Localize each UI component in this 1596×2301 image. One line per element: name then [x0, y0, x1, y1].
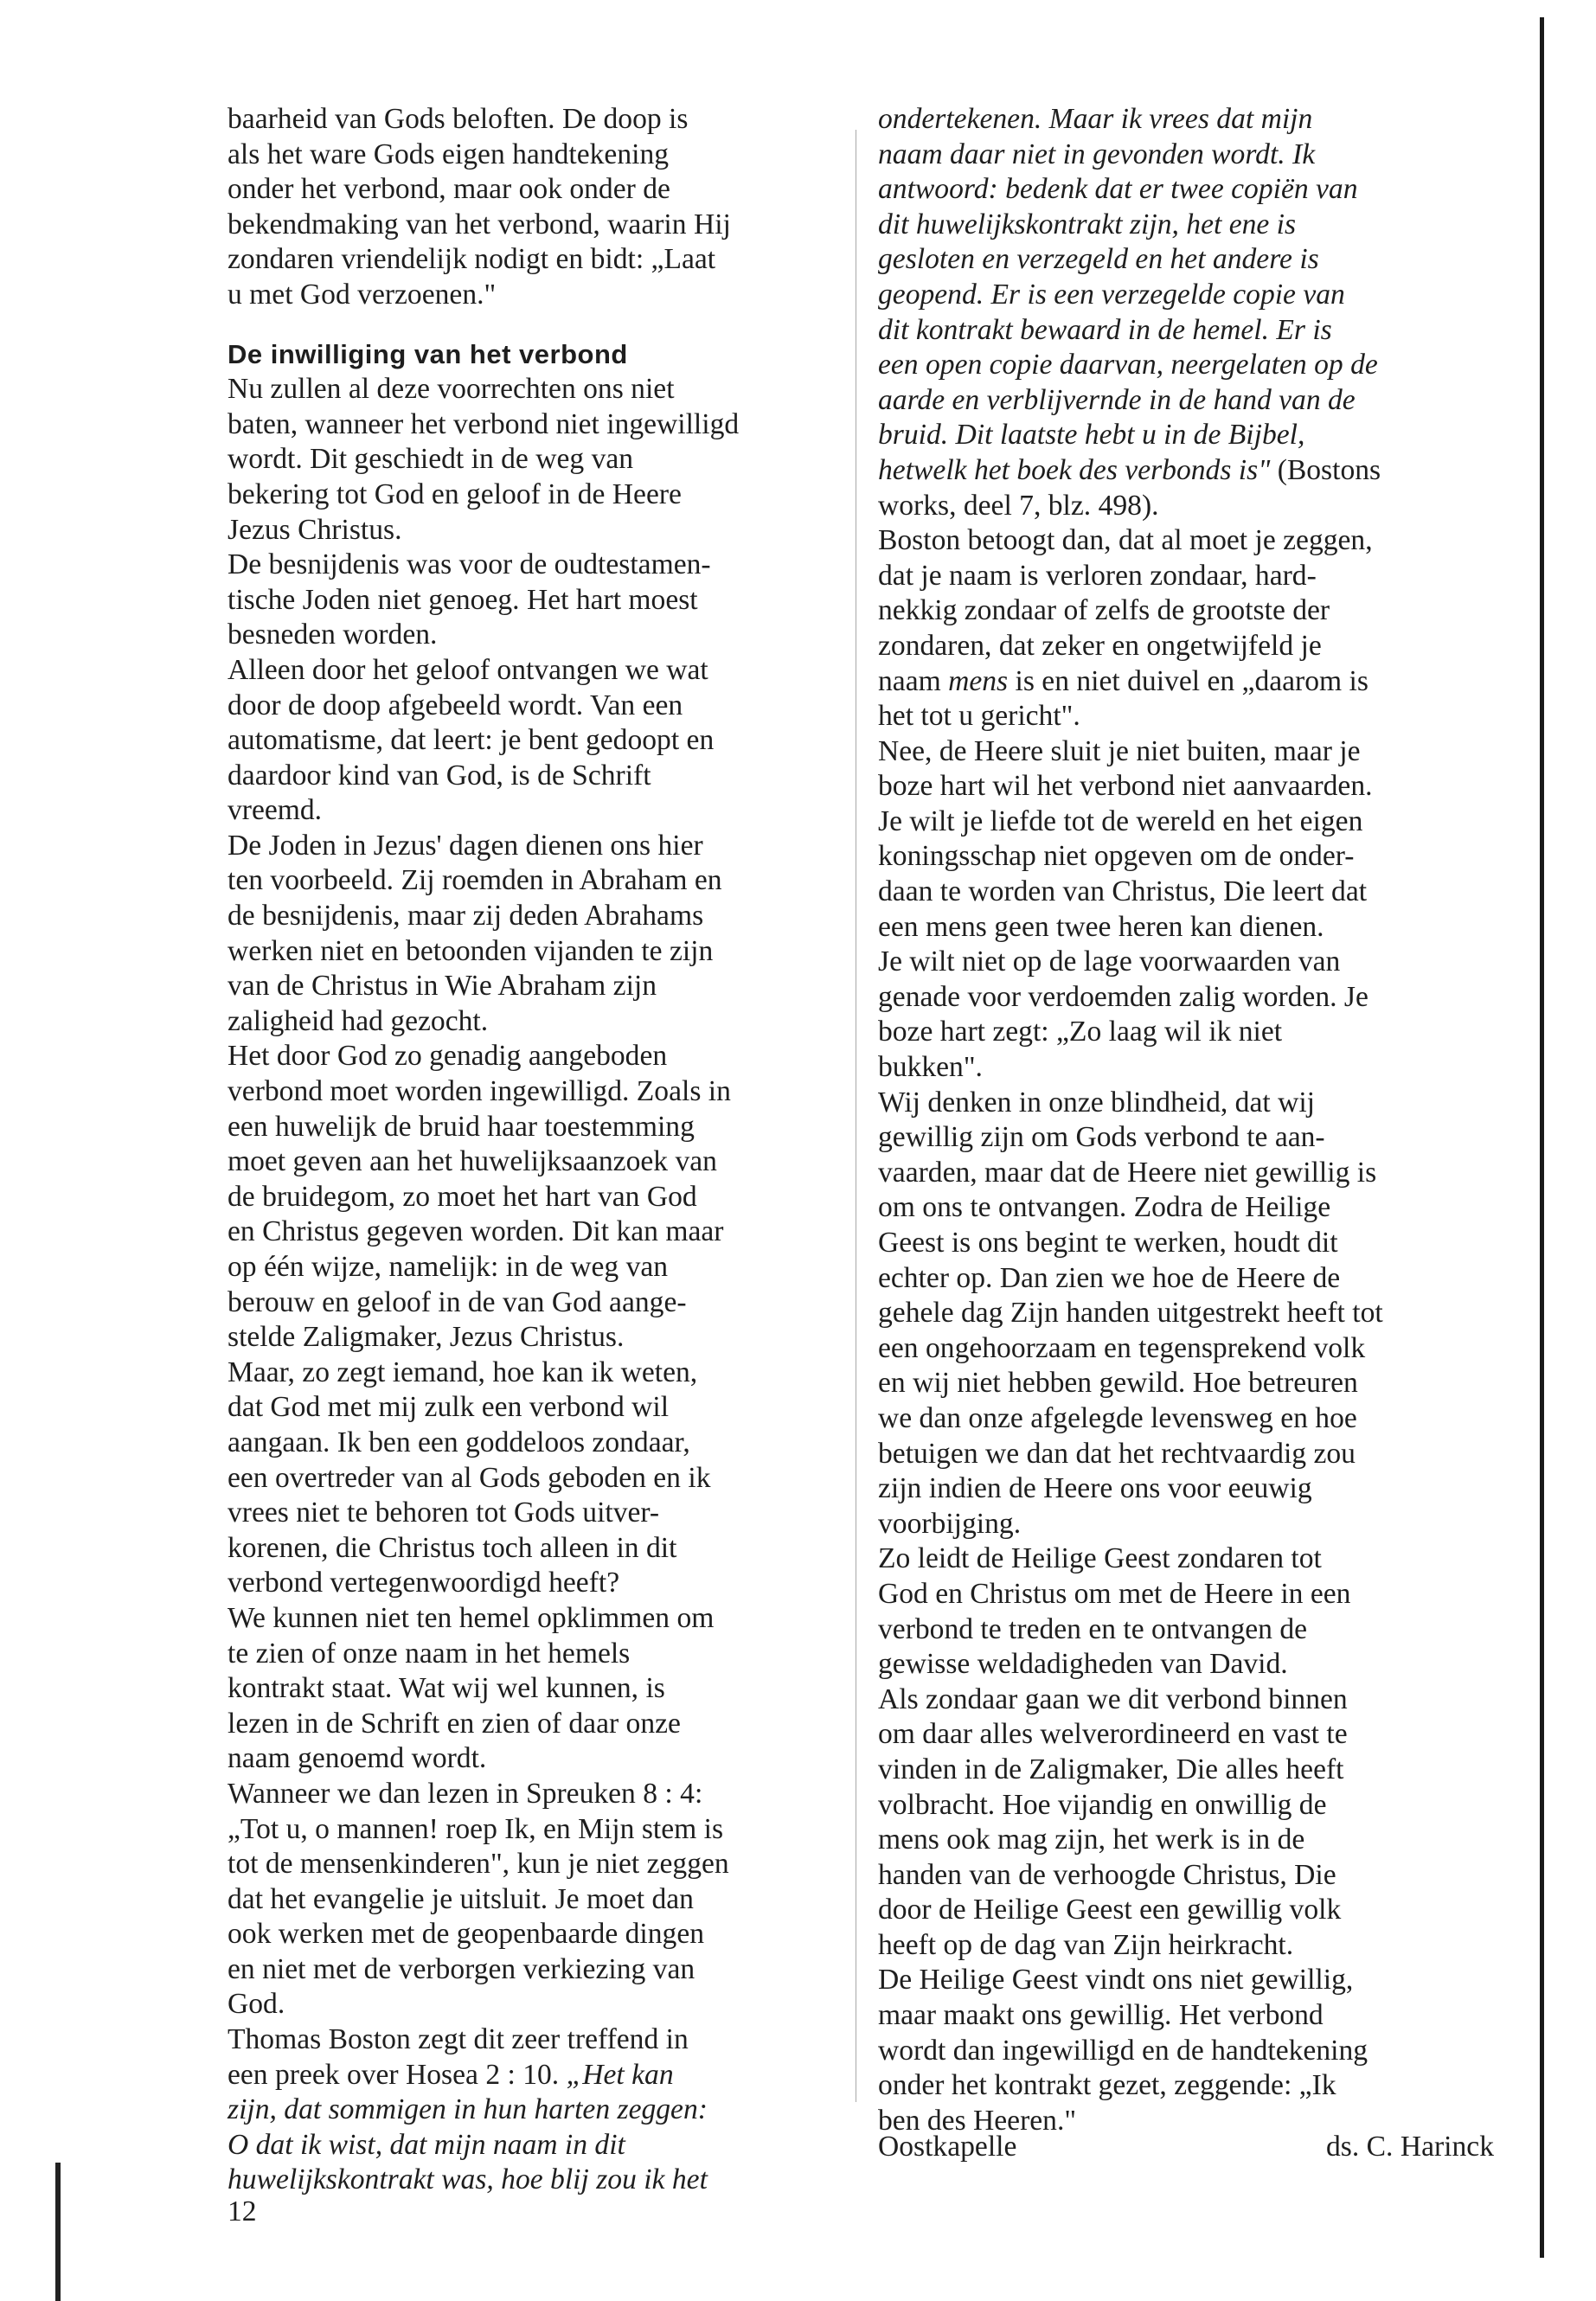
text-line: heeft op de dag van Zijn heirkracht. — [878, 1928, 1294, 1961]
text-line: ben des Heeren." — [878, 2104, 1077, 2137]
right-column — [878, 102, 1494, 2138]
text-line: Maar, zo zegt iemand, hoe kan ik weten, — [228, 1356, 698, 1388]
spacer — [228, 313, 843, 337]
text-line: Geest is ons begint te werken, houdt dit — [878, 1227, 1338, 1259]
text-line: vaarden, maar dat de Heere niet gewillig is — [878, 1156, 1377, 1189]
text-line: baarheid van Gods beloften. De doop is — [228, 103, 689, 135]
left-column — [228, 102, 843, 2198]
text-line: onder het verbond, maar ook onder de — [228, 173, 670, 206]
text-line: Je wilt niet op de lage voorwaarden van — [878, 945, 1341, 978]
text-line: dat God met mij zulk een verbond wil — [228, 1391, 670, 1424]
quote-line: bruid. Dit laatste hebt u in de Bijbel, — [878, 419, 1305, 452]
text-line: boze hart zegt: „Zo laag wil ik niet — [878, 1016, 1283, 1048]
signature-place: Oostkapelle — [878, 2131, 1017, 2163]
text-line: automatisme, dat leert: je bent gedoopt en — [228, 724, 715, 757]
text-line: verbond moet worden ingewilligd. Zoals in — [228, 1075, 731, 1108]
text-line: Jezus Christus. — [228, 513, 402, 546]
text-line: volbracht. Hoe vijandig en onwillig de — [878, 1788, 1327, 1821]
text-line: Nee, de Heere sluit je niet buiten, maar je — [878, 734, 1361, 767]
text-line: Thomas Boston zegt dit zeer treffend in — [228, 2023, 689, 2056]
text-line: genade voor verdoemden zalig worden. Je — [878, 980, 1368, 1013]
text-line: Nu zullen al deze voorrechten ons niet — [228, 373, 675, 406]
quote-line: zijn, dat sommigen in hun harten zeggen: — [228, 2093, 708, 2126]
text-line: we dan onze afgelegde levensweg en hoe — [878, 1401, 1357, 1434]
text-line: door de doop afgebeeld wordt. Van een — [228, 689, 683, 721]
text-line: de besnijdenis, maar zij deden Abrahams — [228, 900, 704, 933]
text-line: wordt. Dit geschiedt in de weg van — [228, 443, 634, 476]
text-segment: is en niet duivel en „daarom is — [1008, 664, 1368, 697]
text-line: maar maakt ons gewillig. Het verbond — [878, 1999, 1324, 2032]
text-line: Alleen door het geloof ontvangen we wat — [228, 653, 708, 686]
text-line: daan te worden van Christus, Die leert dat — [878, 875, 1368, 908]
text-line: gewisse weldadigheden van David. — [878, 1648, 1288, 1681]
text-line: De Joden in Jezus' dagen dienen ons hier — [228, 829, 703, 862]
text-line: Als zondaar gaan we dit verbond binnen — [878, 1682, 1348, 1715]
text-line: tot de mensenkinderen", kun je niet zeggen — [228, 1848, 729, 1881]
text-line: verbond te treden en te ontvangen de — [878, 1612, 1308, 1645]
text-line: zaligheid had gezocht. — [228, 1004, 489, 1037]
text-line: te zien of onze naam in het hemels — [228, 1637, 631, 1670]
text-segment: naam — [878, 664, 949, 697]
text-line: stelde Zaligmaker, Jezus Christus. — [228, 1321, 625, 1354]
text-line: u met God verzoenen." — [228, 278, 497, 311]
quote-line: antwoord: bedenk dat er twee copiën van — [878, 173, 1358, 206]
text-line: Je wilt je liefde tot de wereld en het eigen — [878, 804, 1363, 837]
text-line: gewillig zijn om Gods verbond te aan- — [878, 1121, 1325, 1154]
text-line: tische Joden niet genoeg. Het hart moest — [228, 583, 698, 616]
quote-segment: hetwelk het boek des verbonds is" — [878, 453, 1271, 486]
text-line: een overtreder van al Gods geboden en ik — [228, 1461, 711, 1494]
text-line: bekendmaking van het verbond, waarin Hij — [228, 208, 731, 240]
text-line: bukken". — [878, 1051, 983, 1084]
quote-line: dit kontrakt bewaard in de hemel. Er is — [878, 313, 1332, 346]
text-line: onder het kontrakt gezet, zeggende: „Ik — [878, 2069, 1336, 2102]
text-line: en wij niet hebben gewild. Hoe betreuren — [878, 1367, 1358, 1400]
quote-line: dit huwelijkskontrakt zijn, het ene is — [878, 208, 1297, 240]
text-line: De Heilige Geest vindt ons niet gewillig, — [878, 1964, 1354, 1997]
page-number: 12 — [228, 2195, 257, 2227]
text-line: Boston betoogt dan, dat al moet je zeggen, — [878, 524, 1373, 557]
text-line: moet geven aan het huwelijksaanzoek van — [228, 1145, 717, 1178]
quote-line: huwelijkskontrakt was, hoe blij zou ik het — [228, 2163, 708, 2196]
text-line — [878, 453, 1494, 489]
quote-line: geopend. Er is een verzegelde copie van — [878, 278, 1345, 311]
emphasis-word: mens — [948, 664, 1009, 697]
text-line: wordt dan ingewilligd en de handtekening — [878, 2034, 1368, 2067]
quote-line: gesloten en verzegeld en het andere is — [878, 243, 1319, 276]
text-line: besneden worden. — [228, 619, 438, 651]
text-line: ook werken met de geopenbaarde dingen — [228, 1918, 705, 1951]
text-line: om daar alles welverordineerd en vast te — [878, 1718, 1348, 1751]
text-line: daardoor kind van God, is de Schrift — [228, 759, 651, 792]
text-line: als het ware Gods eigen handtekening — [228, 138, 670, 170]
section-heading: De inwilliging van het verbond — [228, 338, 628, 369]
text-line: mens ook mag zijn, het werk is in de — [878, 1823, 1305, 1856]
text-line: dat het evangelie je uitsluit. Je moet dan — [228, 1882, 694, 1915]
text-line: dat je naam is verloren zondaar, hard- — [878, 559, 1317, 592]
text-line: koningsschap niet opgeven om de onder- — [878, 840, 1355, 873]
text-line: God en Christus om met de Heere in een — [878, 1577, 1351, 1610]
text-line: handen van de verhoogde Christus, Die — [878, 1858, 1336, 1891]
text-segment: (Bostons — [1270, 453, 1381, 486]
text-line: een huwelijk de bruid haar toestemming — [228, 1110, 695, 1143]
text-line: zondaren vriendelijk nodigt en bidt: „Laat — [228, 243, 716, 276]
binding-mark — [55, 2163, 61, 2301]
text-line: en niet met de verborgen verkiezing van — [228, 1952, 695, 1985]
text-line: het tot u gericht". — [878, 700, 1080, 733]
text-line: een mens geen twee heren kan dienen. — [878, 910, 1324, 943]
text-line — [878, 664, 1494, 700]
quote-segment: „Het kan — [566, 2058, 674, 2091]
text-line: God. — [228, 1988, 285, 2021]
text-line: van de Christus in Wie Abraham zijn — [228, 970, 657, 1003]
text-line: betuigen we dan dat het rechtvaardig zou — [878, 1437, 1356, 1470]
text-line: gehele dag Zijn handen uitgestrekt heeft tot — [878, 1297, 1383, 1330]
quote-line: een open copie daarvan, neergelaten op de — [878, 349, 1378, 381]
text-line: zijn indien de Heere ons voor eeuwig — [878, 1472, 1312, 1505]
text-line: echter op. Dan zien we hoe de Heere de — [878, 1261, 1341, 1294]
text-line: aangaan. Ik ben een goddeloos zondaar, — [228, 1426, 690, 1458]
text-line: nekkig zondaar of zelfs de grootste der — [878, 594, 1330, 627]
text-line: om ons te ontvangen. Zodra de Heilige — [878, 1191, 1331, 1224]
text-line: vreemd. — [228, 794, 323, 827]
text-line: verbond vertegenwoordigd heeft? — [228, 1567, 620, 1599]
text-line: boze hart wil het verbond niet aanvaarden. — [878, 770, 1373, 803]
text-line: zondaren, dat zeker en ongetwijfeld je — [878, 629, 1322, 662]
text-line: Zo leidt de Heilige Geest zondaren tot — [878, 1542, 1322, 1575]
text-line: baten, wanneer het verbond niet ingewilligd — [228, 407, 740, 440]
text-line: voorbijging. — [878, 1507, 1022, 1540]
text-line: Wanneer we dan lezen in Spreuken 8 : 4: — [228, 1777, 703, 1810]
text-line: De besnijdenis was voor de oudtestamen- — [228, 548, 711, 581]
text-line: We kunnen niet ten hemel opklimmen om — [228, 1601, 715, 1634]
text-segment: een preek over Hosea 2 : 10. — [228, 2058, 567, 2091]
quote-line: ondertekenen. Maar ik vrees dat mijn — [878, 103, 1313, 135]
text-line: op één wijze, namelijk: in de weg van — [228, 1251, 669, 1283]
text-line: kontrakt staat. Wat wij wel kunnen, is — [228, 1672, 665, 1705]
signature-name: ds. C. Harinck — [1326, 2131, 1494, 2163]
page-edge-line — [1540, 17, 1544, 2258]
text-line: Het door God zo genadig aangeboden — [228, 1040, 668, 1073]
text-line — [228, 2058, 843, 2093]
text-line: Wij denken in onze blindheid, dat wij — [878, 1086, 1315, 1118]
text-line: en Christus gegeven worden. Dit kan maar — [228, 1215, 724, 1248]
quote-line: O dat ik wist, dat mijn naam in dit — [228, 2128, 625, 2161]
text-line: werken niet en betoonden vijanden te zijn — [228, 934, 714, 967]
text-line: lezen in de Schrift en zien of daar onze — [228, 1707, 681, 1740]
text-line: vinden in de Zaligmaker, Die alles heeft — [878, 1753, 1344, 1785]
text-line: een ongehoorzaam en tegensprekend volk — [878, 1331, 1366, 1364]
text-line: works, deel 7, blz. 498). — [878, 489, 1159, 522]
text-line: door de Heilige Geest een gewillig volk — [878, 1894, 1342, 1926]
quote-line: aarde en verblijvernde in de hand van de — [878, 383, 1356, 416]
text-line: bekering tot God en geloof in de Heere — [228, 478, 682, 510]
text-line: korenen, die Christus toch alleen in dit — [228, 1531, 677, 1564]
text-line: naam genoemd wordt. — [228, 1742, 487, 1775]
text-line: berouw en geloof in de van God aange- — [228, 1285, 687, 1318]
text-line: vrees niet te behoren tot Gods uitver- — [228, 1497, 660, 1529]
text-line: ten voorbeeld. Zij roemden in Abraham en — [228, 864, 722, 897]
text-line: de bruidegom, zo moet het hart van God — [228, 1180, 697, 1213]
quote-line: naam daar niet in gevonden wordt. Ik — [878, 138, 1316, 170]
text-line: „Tot u, o mannen! roep Ik, en Mijn stem is — [228, 1812, 724, 1845]
